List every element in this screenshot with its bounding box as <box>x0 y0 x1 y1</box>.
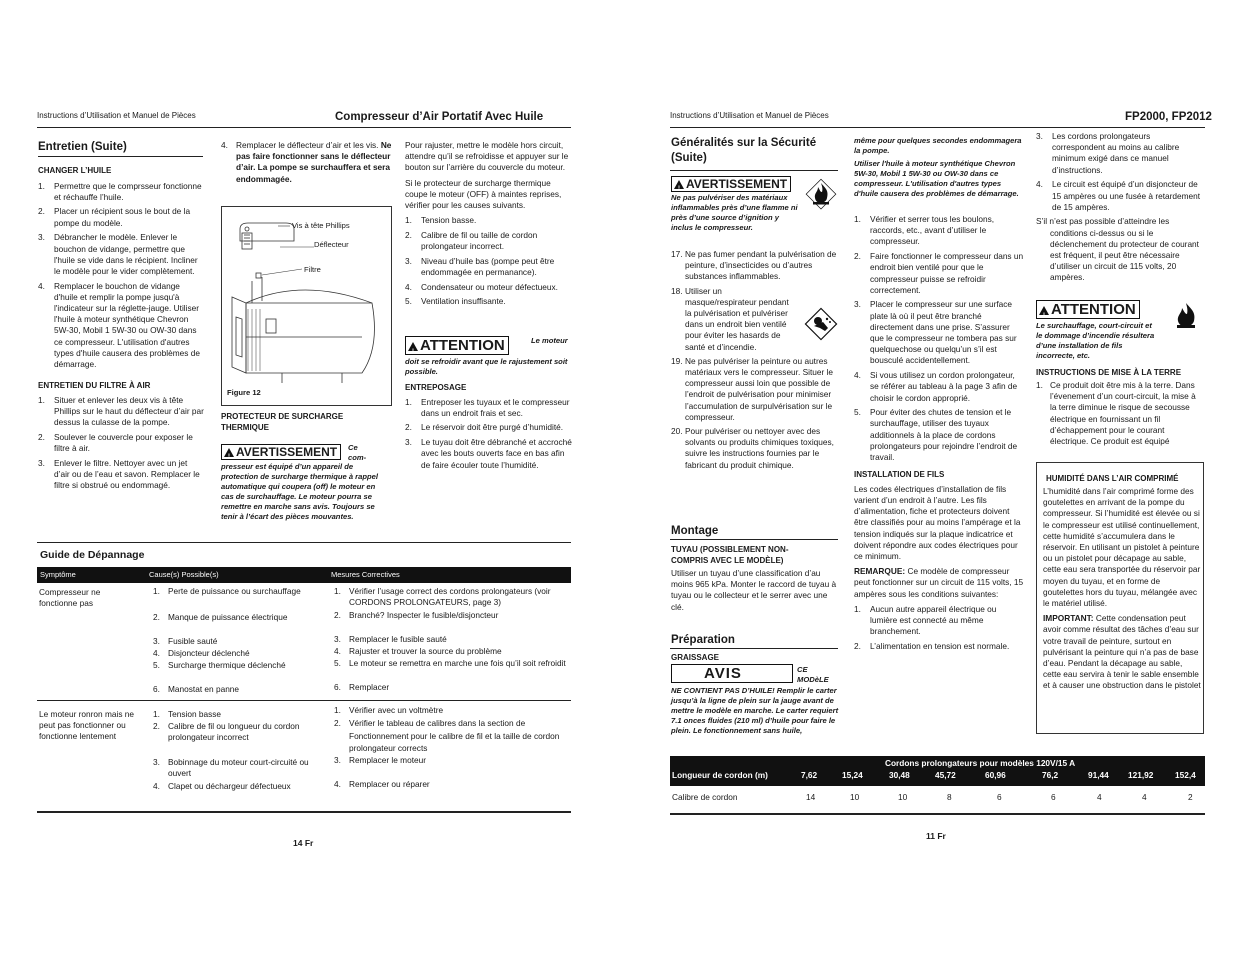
col2-steps <box>854 214 1024 463</box>
right-col-1-list <box>671 249 839 471</box>
col2-continued: même pour quelques secondes endommagera la pompe. <box>854 136 1022 155</box>
left-header-rule <box>37 127 571 128</box>
cord-length-label: Longueur de cordon (m) <box>672 770 768 780</box>
cord-length-5: 76,2 <box>1042 770 1059 780</box>
remarque-steps <box>854 604 1024 652</box>
tuyau-title: TUYAU (POSSIBLEMENT NON-COMPRIS AVEC LE MODÈLE) <box>671 545 789 565</box>
humidite-paragraph-1: L’humidité dans l’air comprimé forme des goutelettes en arrivant de la pompe du compresseur. Si l’humidité est élevée ou si le compresseur est utilisé continuellement, cette humidité s’accumulera dans le réservoir. En utilisant un pistolet à peinture ou un pistolet pour décapage au sable, cette eau sera transportée du réservoir par moyen du tuyau, et en forme de goutelettes hors du tuyau, mélangée avec le matériel utilisé. <box>1043 486 1201 609</box>
list-item: 4. Condensateur ou moteur défectueux. <box>405 281 558 292</box>
list-item: 4. Rajuster et trouver la source du problème <box>334 646 502 656</box>
list-item: 3. Remplacer le moteur <box>334 755 427 765</box>
generalites-title: Généralités sur la Sécurité (Suite) <box>671 137 817 164</box>
list-item: 5. Le moteur se remettra en marche une fois qu’il soit refroidit <box>334 658 566 668</box>
right-attention-text: Le surchauffage, court-circuit et le dommage d’incendie résultera d’une installation de fils incorrecte, etc. <box>1036 321 1155 360</box>
figure-label-filtre: Filtre <box>304 265 321 274</box>
list-item: 5. Pour éviter des chutes de tension et le surchauffage, utiliser des tuyaux additionnels à la place de cordons prolongateurs pour rejoindre l’endroit de travail. <box>854 407 1018 463</box>
list-item: 1. Situer et enlever les deux vis à tête Phillips sur le haut du déflecteur d’air par dessus la culasse de la pompe. <box>38 394 204 428</box>
right-attention-badge: ! ATTENTION <box>1036 300 1140 319</box>
list-item: 1. Ce produit doit être mis à la terre. Dans l’évenement d’un court-circuit, la mise à la terre diminue le risque de secousse électrique en fournissant un fil d’échappement pour le courant électrique. Ce produit est équipé <box>1036 380 1196 447</box>
left-header-small: Instructions d’Utilisation et Manuel de Pièces <box>37 111 196 120</box>
list-item: 2. Vérifier le tableau de calibres dans la section de Fonctionnement pour le calibre de fil et la taille de cordon prolongateur corrects <box>334 718 560 754</box>
list-item: 5. Surcharge thermique déclenché <box>153 660 286 670</box>
terre-block <box>1036 380 1204 447</box>
cord-gauge-4: 6 <box>997 792 1002 802</box>
guide-row-2-causes <box>153 709 328 792</box>
list-item: 3. Fusible sauté <box>153 636 218 646</box>
attention-text-a: Le moteur <box>531 336 568 345</box>
changer-title: CHANGER L’HUILE <box>38 166 112 175</box>
terre-title: INSTRUCTIONS DE MISE À LA TERRE <box>1036 368 1182 377</box>
graissage-title: GRAISSAGE <box>671 653 720 662</box>
figure-label-deflecteur: Déflecteur <box>314 240 349 249</box>
right-avertissement-text: Ne pas pulvériser des matériaux inflammables près d’une flamme ni près d’une source d’ignition y inclus le compresseur. <box>671 193 798 232</box>
cord-gauge-5: 6 <box>1051 792 1056 802</box>
list-item: 6. Manostat en panne <box>153 684 240 694</box>
cord-gauge-row <box>670 787 1205 813</box>
list-item: 2. Placer un récipient sous le bout de la pompe du modèle. <box>38 206 191 228</box>
humidite-paragraph-2: IMPORTANT: Cette condensation peut avoir comme résultat des tâches d’eau sur votre travail de peinture, surtout en pulvérisant la peinture qui n’a pas de base d’eau. Pendant la décapage au sable, cette eau servira à tenir le sable ensemble et à causer une obstruction dans le pistolet <box>1043 613 1201 691</box>
cord-length-8: 152,4 <box>1175 770 1196 780</box>
respirator-hazard-icon <box>803 306 839 347</box>
preparation-title: Préparation <box>671 634 735 646</box>
guide-row-1-symptom: Compresseur ne fonctionne pas <box>39 587 101 609</box>
list-item: 4. Si vous utilisez un cordon prolongateur, se référer au tableau à la page 3 afin de choisir le cordon approprié. <box>854 370 1018 403</box>
list-item: 1. Perte de puissance ou surchauffage <box>153 586 301 596</box>
list-item: 3. Le tuyau doit être débranché et accroché avec les bouts ouverts face en bas afin de faire écouler toute l’humidité. <box>405 437 572 470</box>
list-item: 2. Manque de puissance électrique <box>153 612 288 622</box>
entretien-title: Entretien (Suite) <box>38 141 127 153</box>
cord-length-6: 91,44 <box>1088 770 1109 780</box>
left-page-number: 14 Fr <box>293 838 314 848</box>
list-item: 3. Niveau d’huile bas (pompe peut être endommagée en permanance). <box>405 255 555 278</box>
installation-text: Les codes électriques d’installation de fils varient d’un endroit à l’autre. Les fils d’alimentation, fiche et protecteurs doivent être classifiés pour au moins l’ampérage et la tension indiqués sur la plaque indicatrice et doivent répondre aux codes électriques pour ce minimum. <box>854 483 1021 561</box>
compressor-illustration <box>222 207 391 405</box>
guide-header-symptom: Symptôme <box>40 570 76 579</box>
changer-steps <box>38 181 205 371</box>
list-item: 1. Tension basse. <box>405 215 477 226</box>
right-avertissement-badge: ! AVERTISSEMENT <box>671 175 791 193</box>
cord-length-0: 7,62 <box>801 770 818 780</box>
right-col-2 <box>854 214 1024 656</box>
list-item: 1. Aucun autre appareil électrique ou lumière est connecté au même branchement. <box>854 603 997 637</box>
left-col-2 <box>221 140 393 185</box>
warning-triangle-icon: ! <box>674 180 684 189</box>
figure-label-vis: Vis à tête Phillips <box>292 221 350 230</box>
cord-length-7: 121,92 <box>1128 770 1154 780</box>
humidite-body <box>1043 486 1201 696</box>
col3-paragraph-2: Si le protecteur de surcharge thermique coupe le moteur (OFF) à maintes reprises, vérifier pour les causes suivants. <box>405 177 562 211</box>
figure-caption: Figure 12 <box>227 388 261 397</box>
cord-gauge-2: 10 <box>898 792 908 802</box>
list-item: 5. Ventilation insuffisante. <box>405 296 506 307</box>
left-col-1 <box>38 140 205 495</box>
list-item: 1. Permettre que le comprsseur fonctionne et réchauffe l’huile. <box>38 180 202 202</box>
avis-text-a: CE MODèLE <box>797 665 829 684</box>
avertissement-text-b: presseur est équipé d’un appareil de protection de surcharge thermique à rappel automatique qui coupera (off) le moteur en cas de surchauffage. Le moteur pourra se remettre en marche sans avis. Toujours se tenir à l’écart des pièces mouvantes. <box>221 462 378 521</box>
guide-title: Guide de Dépannage <box>40 549 145 561</box>
col3-paragraph-1: Pour rajuster, mettre le modèle hors circuit, attendre qu’il se refroidisse et appuyer sur le bouton sur l’arrière du couvercle du moteur. <box>405 140 569 173</box>
list-item: 4. Clapet ou déchargeur défectueux <box>153 781 291 791</box>
avis-text-b: NE CONTIENT PAS D’HUILE! Remplir le carter jusqu’à la ligne de plein sur la jauge avant de mettre le modèle en marche. Le carter requiert 7.1 onces fluides (210 ml) d’huile pour faire le plein. Le fonctionnement sans huile, <box>671 686 839 735</box>
list-item: 3. Les cordons prolongateurs correspondent au moins au calibre minimum exigé dans ce manuel d’instructions. <box>1036 131 1180 175</box>
list-item: 4. Remplacer le bouchon de vidange d'huile et remplir la pompe jusqu'à l'indicateur sur la réglette-jauge. Utiliser l'huile à moteur synthétique Chevron 5W-30, Mobil 1 5W-30 ou OW-30 dans ce compresseur. L'utilisation d'autres types d'huile causera des problèmes de démarrage. <box>38 280 200 370</box>
flammable-fire-icon <box>805 178 837 215</box>
fire-hazard-icon <box>1170 300 1202 337</box>
list-item: 3. Placer le compresseur sur une surface plate là où il peut être branché directement dans une prise. S’assurer que le compresseur ne tombera pas sur quelquechose ou quelqu’un s’il est bousculé accidentellement. <box>854 299 1017 366</box>
entreposage-title: ENTREPOSAGE <box>405 383 467 392</box>
protecteur-title: PROTECTEUR DE SURCHARGE THERMIQUE <box>221 412 344 432</box>
list-item: 2. Calibre de fil ou taille de cordon prolongateur incorrect. <box>405 229 538 252</box>
list-item: 2. Branché? Inspecter le fusible/disjoncteur <box>334 610 499 620</box>
warning-triangle-icon: ! <box>1039 306 1049 315</box>
avertissement-text-a: Ce com- <box>348 443 367 462</box>
right-page-number: 11 Fr <box>926 831 946 841</box>
left-header-title: Compresseur d’Air Portatif Avec Huile <box>335 111 544 123</box>
cord-gauge-7: 4 <box>1142 792 1147 802</box>
guide-row-2-fixes <box>334 705 566 790</box>
right-col-3 <box>1036 131 1204 288</box>
list-item: 1. Vérifier l’usage correct des cordons prolongateurs (voir CORDONS PROLONGATEURS, page 3) <box>334 586 551 608</box>
list-item: 4. Le circuit est équipé d’un disjoncteur de 15 ampères ou une fusée à retardement de 15 ampères. <box>1036 179 1201 212</box>
cord-gauge-6: 4 <box>1097 792 1102 802</box>
filtre-title: ENTRETIEN DU FILTRE À AIR <box>38 381 151 391</box>
montage-title: Montage <box>671 525 719 537</box>
col3-paragraph: S’il n’est pas possible d’atteindre les conditions ci-dessus ou si le déclenchement du protecteur de courant est fréquent, il peut être nécessaire d’utiliser un circuit de 115 volts, 20 ampères. <box>1036 216 1199 283</box>
right-header-title: FP2000, FP2012 <box>1125 111 1212 123</box>
cord-table-title: Cordons prolongateurs pour modèles 120V/15 A <box>885 758 1076 768</box>
list-item: 3. Bobinnage du moteur court-circuité ou ouvert <box>153 757 309 779</box>
cord-table-header <box>670 756 1205 786</box>
guide-header-fixes: Mesures Correctives <box>331 570 400 579</box>
tuyau-text: Utiliser un tuyau d’une classification d’au moins 965 kPa. Monter le raccord de tuyau à tuyau ou le collecteur et le serrer avec une clé. <box>671 568 837 612</box>
list-item: 6. Remplacer <box>334 682 390 692</box>
cord-gauge-label: Calibre de cordon <box>672 792 738 802</box>
humidite-important-label: IMPORTANT: <box>1043 613 1094 624</box>
list-item: 2. Soulever le couvercle pour exposer le filtre à air. <box>38 431 193 454</box>
list-item: 1. Entreposer les tuyaux et le compresseur dans un endroit frais et sec. <box>405 396 570 418</box>
list-item: 3. Enlever le filtre. Nettoyer avec un jet d’air ou de l’eau et savon. Remplacer le filtre si obstrué ou endommagé. <box>38 457 200 491</box>
list-item: 3. Débrancher le modèle. Enlever le bouchon de vidange, permettre que l'huile se vide dans le récipient. Incliner le modèle pour le vider complètement. <box>38 232 198 276</box>
guide-row-1-causes <box>153 586 328 695</box>
humidite-title: HUMIDITÉ DANS L’AIR COMPRIMÉ <box>1046 474 1179 483</box>
col2-oil-text: Utiliser l'huile à moteur synthétique Chevron 5W-30, Mobil 1 5W-30 ou OW-30 dans ce compresseur. L'utilisation d'autres types d'huile causera des problèmes de démarrage. <box>854 159 1019 198</box>
list-item: 2. Faire fonctionner le compresseur dans un endroit bien ventilé pour que le compresseur puisse se refroidir correctement. <box>854 251 1024 295</box>
list-item: 1. Vérifier avec un voltmètre <box>334 705 444 715</box>
right-header-small: Instructions d’Utilisation et Manuel de Pièces <box>670 111 829 120</box>
list-item: 18. Utiliser un masque/respirateur pendant la pulvérisation et pulvériser dans un endroit bien ventilé pour éviter les hasards de santé et d’incendie. <box>671 285 789 352</box>
list-item: 4. Disjoncteur déclenché <box>153 648 250 658</box>
guide-header-causes: Cause(s) Possible(s) <box>149 570 219 579</box>
guide-row-2-symptom: Le moteur ronron mais ne peut pas fonctionner ou fonctionne lentement <box>39 709 135 742</box>
attention-text-b: doit se refroidir avant que le rajustement soit possible. <box>405 357 568 376</box>
right-header-rule <box>670 127 1205 128</box>
figure-12 <box>221 206 392 406</box>
list-item: 4. Remplacer le déflecteur d’air et les vis. Ne pas faire fonctionner sans le déflecteur d’air. La pompe se surchauffera et sera endommagée. <box>221 140 392 184</box>
cord-gauge-8: 2 <box>1188 792 1193 802</box>
remarque-paragraph: REMARQUE: Ce modèle de compresseur peut fonctionner sur un circuit de 115 volts, 15 ampères sous les conditions suivantes: <box>854 566 1024 599</box>
entreposage-block <box>405 383 573 474</box>
list-item: 2. Calibre de fil ou longueur du cordon prolongateur incorrect <box>153 721 300 743</box>
entreposage-steps <box>405 397 573 471</box>
causes-list <box>405 215 573 307</box>
cord-gauge-0: 14 <box>806 792 816 802</box>
cord-length-4: 60,96 <box>985 770 1006 780</box>
col3-steps <box>1036 131 1204 213</box>
warning-triangle-icon: ! <box>408 342 418 351</box>
avis-badge: AVIS <box>671 664 793 683</box>
cord-length-3: 45,72 <box>935 770 956 780</box>
guide-header-row <box>37 567 571 583</box>
cord-gauge-3: 8 <box>947 792 952 802</box>
left-col-3 <box>405 140 573 311</box>
guide-row-1-fixes <box>334 586 566 693</box>
list-item: 17. Ne pas fumer pendant la pulvérisation de peinture, d’insecticides ou d’autres substances inflammables. <box>671 249 837 282</box>
list-item: 2. Le réservoir doit être purgé d’humidité. <box>405 422 564 433</box>
cord-length-1: 15,24 <box>842 770 863 780</box>
installation-title: INSTALLATION DE FILS <box>854 470 945 480</box>
cord-gauge-1: 10 <box>850 792 860 802</box>
list-item: 3. Remplacer le fusible sauté <box>334 634 447 644</box>
list-item: 1. Tension basse <box>153 709 222 719</box>
cord-length-2: 30,48 <box>889 770 910 780</box>
attention-badge: ! ATTENTION <box>405 336 509 355</box>
filtre-steps <box>38 395 205 492</box>
remarque-label: REMARQUE: <box>854 566 906 577</box>
list-item: 19. Ne pas pulvériser la peinture ou autres matériaux vers le compresseur. Situer le compresseur aussi loin que possible de l’endroit de pulvérisation pour minimiser l’accumulation de surpulvérisation sur le compresseur. <box>671 355 834 422</box>
humidite-box <box>1036 462 1204 734</box>
warning-triangle-icon: ! <box>224 448 234 457</box>
list-item: 1. Vérifier et serrer tous les boulons, raccords, etc., avant d’utiliser le compresseur. <box>854 214 995 247</box>
avertissement-badge: ! AVERTISSEMENT <box>221 443 341 461</box>
list-item: 4. Remplacer ou réparer <box>334 779 430 789</box>
list-item: 2. L’alimentation en tension est normale. <box>854 640 1010 651</box>
list-item: 20. Pour pulvériser ou nettoyer avec des solvants ou produits chimiques toxiques, suivre les instructions fournies par le fabricant du produit chimique. <box>671 426 834 470</box>
